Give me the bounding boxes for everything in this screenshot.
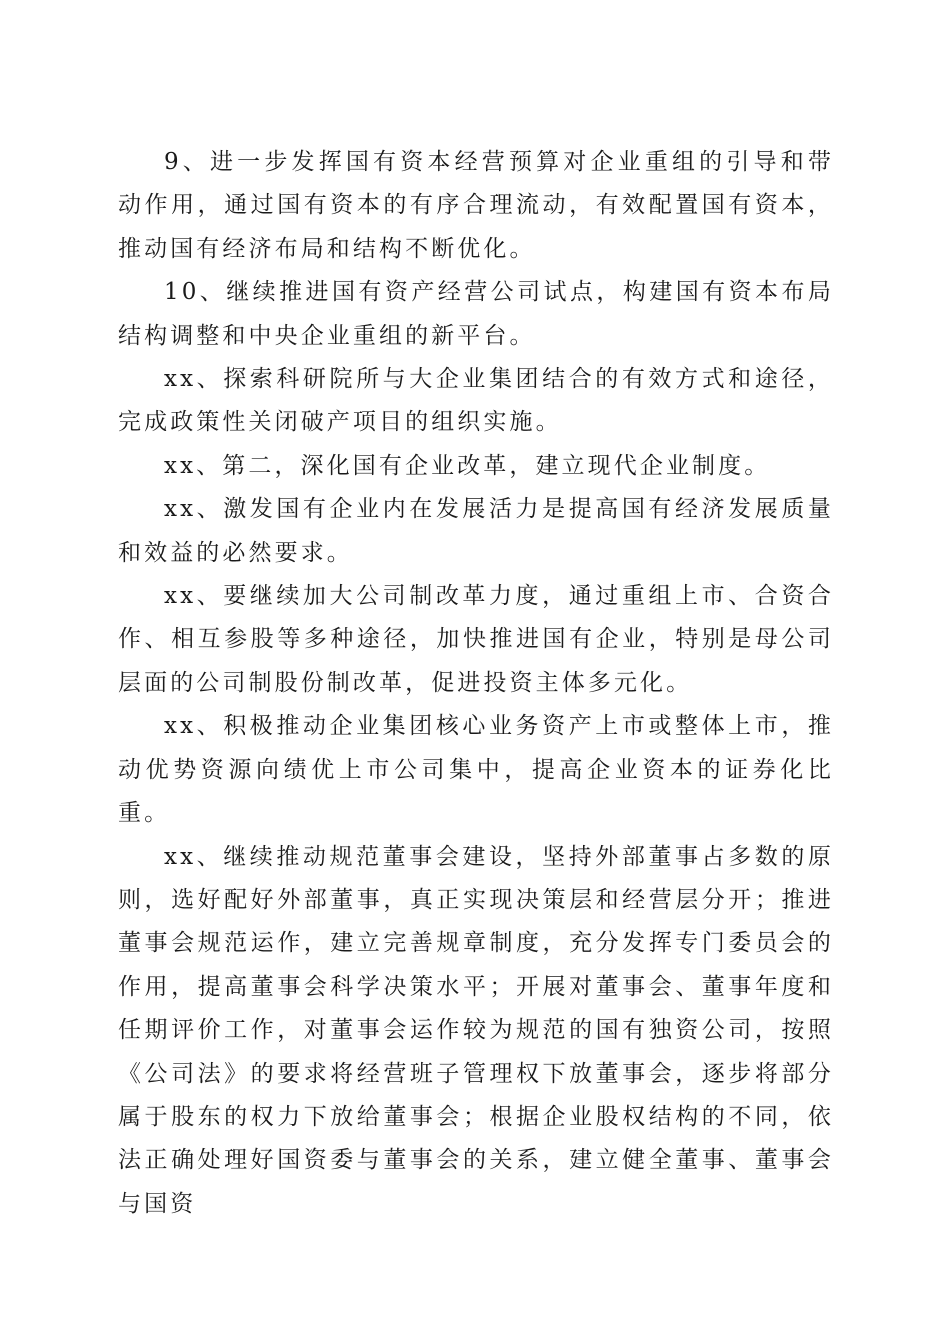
paragraph-vitality: xx、激发国有企业内在发展活力是提高国有经济发展质量和效益的必然要求。 bbox=[118, 496, 834, 566]
paragraph-9: 9、进一步发挥国有资本经营预算对企业重组的引导和带动作用，通过国有资本的有序合理流动，有效配置国有资本，推动国有经济布局和结构不断优化。 bbox=[118, 149, 834, 262]
paragraph-second-reform: xx、第二，深化国有企业改革，建立现代企业制度。 bbox=[164, 452, 771, 479]
paragraph-research-institutes: xx、探索科研院所与大企业集团结合的有效方式和途径，完成政策性关闭破产项目的组织实施。 bbox=[118, 366, 834, 436]
paragraph-listing: xx、积极推动企业集团核心业务资产上市或整体上市，推动优势资源向绩优上市公司集中，提高企业资本的证券化比重。 bbox=[118, 713, 834, 827]
paragraph-10: 10、继续推进国有资产经营公司试点，构建国有资本布局结构调整和中央企业重组的新平台。 bbox=[118, 279, 834, 349]
paragraph-corporate-reform: xx、要继续加大公司制改革力度，通过重组上市、合资合作、相互参股等多种途径，加快推进国有企业，特别是母公司层面的公司制股份制改革，促进投资主体多元化。 bbox=[118, 583, 834, 696]
paragraph-board-of-directors: xx、继续推动规范董事会建设，坚持外部董事占多数的原则，选好配好外部董事，真正实现决策层和经营层分开；推进董事会规范运作，建立完善规章制度，充分发挥专门委员会的作用，提高董事会科学决策水平；开展对董事会、董事年度和任期评价工作，对董事会运作较为规范的国有独资公司，按照《公司法》的要求将经营班子管理权下放董事会，逐步将部分属于股东的权力下放给董事会；根据企业股权结构的不同，依法正确处理好国资委与董事会的关系，建立健全董事、董事会与国资 bbox=[118, 843, 834, 1217]
document-body bbox=[118, 141, 834, 1226]
